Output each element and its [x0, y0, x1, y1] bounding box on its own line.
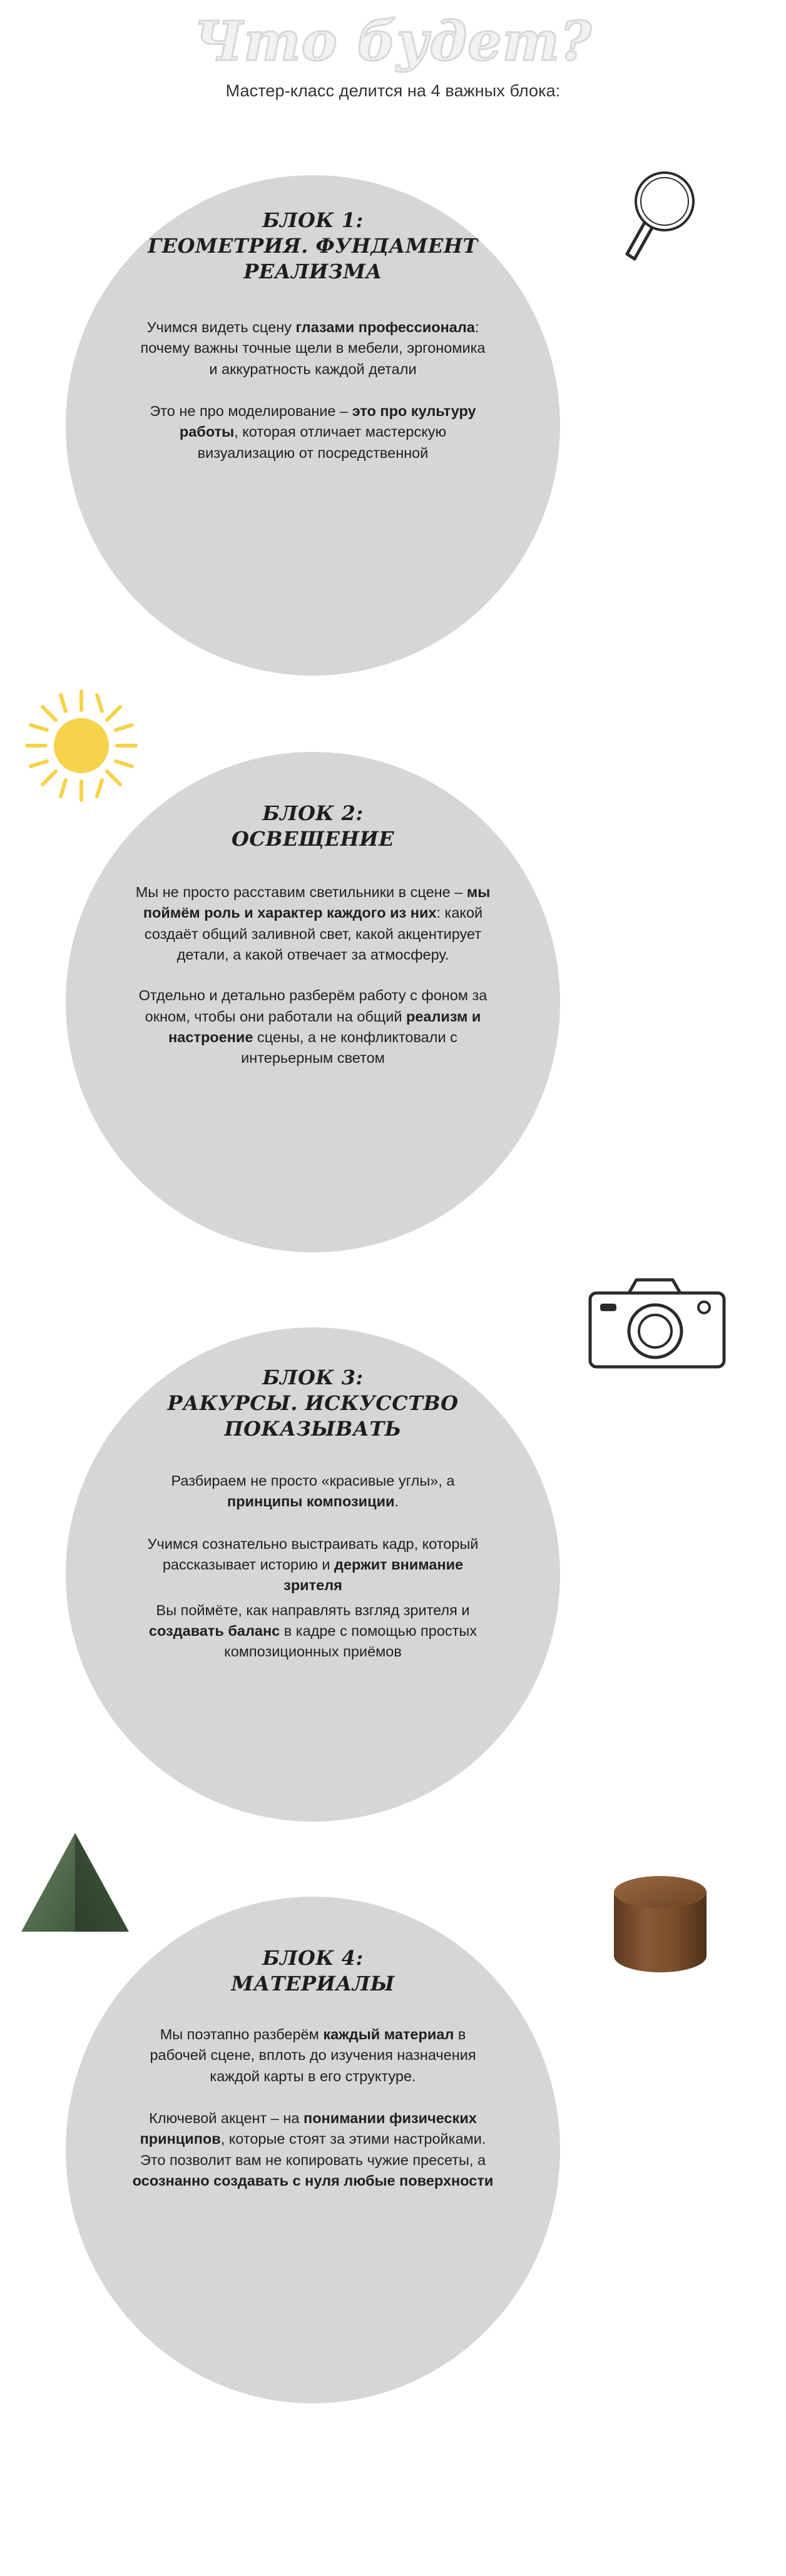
block-1-title-line-2: ГЕОМЕТРИЯ. ФУНДАМЕНТ [148, 233, 478, 258]
cylinder-shape [604, 1869, 717, 1984]
block-3-title [168, 1365, 459, 1442]
block-1-paragraph-1: Учимся видеть сцену глазами профессионала: почему важны точные щели в мебели, эргономика и аккуратность каждой детали [140, 318, 486, 377]
block-3-title-line-2: РАКУРСЫ. ИСКУССТВО [167, 1391, 459, 1415]
content-block-4 [66, 1897, 560, 2403]
pyramid-shape [13, 1828, 138, 1940]
content-block-1 [66, 175, 560, 676]
block-4-paragraph-2: Ключевой акцент – на понимании физических принципов, которые стоят за этими настройками. Это позволит вам не копировать чужие пресеты, а осознанно создавать с нуля любые поверхности [132, 2109, 494, 2189]
block-3-paragraph-1: Разбираем не просто «красивые углы», а принципы композиции. [171, 1472, 455, 1510]
block-4-title-line-2: МАТЕРИАЛЫ [231, 1971, 395, 1995]
block-2-title-line-1: БЛОК 2: [262, 801, 364, 825]
block-3-title-line-3: ПОКАЗЫВАТЬ [224, 1416, 402, 1441]
block-4-title [231, 1945, 394, 1997]
block-4-paragraph-1: Мы поэтапно разберём каждый материал в рабочей сцене, вплоть до изучения назначения каждой карты в его структуре. [150, 2026, 476, 2084]
block-3-paragraph-3: Вы поймёте, как направлять взгляд зрителя и создавать баланс в кадре с помощью простых композиционных приёмов [148, 1601, 477, 1660]
page-subtitle: Мастер-класс делится на 4 важных блока: [225, 81, 561, 101]
content-block-2 [66, 752, 560, 1252]
page-title: Что будет? [193, 10, 593, 73]
sun-icon [22, 686, 141, 808]
block-2-title-line-2: ОСВЕЩЕНИЕ [232, 826, 394, 851]
block-1-paragraph-2: Это не про моделирование – это про культуру работы, которая отличает мастерскую визуализацию от посредственной [150, 402, 476, 461]
magnifier-icon [620, 163, 713, 272]
block-1-title [148, 208, 478, 285]
block-3-title-line-1: БЛОК 3: [262, 1366, 364, 1389]
block-1-title-line-3: РЕАЛИЗМА [243, 259, 382, 283]
camera-icon [585, 1271, 729, 1377]
block-2-title [232, 801, 394, 852]
block-3-paragraph-2: Учимся сознательно выстраивать кадр, который рассказывает историю и держит внимание зрителя [147, 1535, 479, 1594]
block-2-paragraph-2: Отдельно и детально разберём работу с фоном за окном, чтобы они работали на общий реализм и настроение сцены, а не конфликтовали с интерьерным светом [138, 987, 487, 1067]
block-2-paragraph-1: Мы не просто расставим светильники в сцене – мы поймём роль и характер каждого из них: какой создаёт общий заливной свет, какой акцентирует детали, а какой отвечает за атмосферу. [135, 883, 491, 963]
block-4-title-line-1: БЛОК 4: [262, 1946, 364, 1970]
content-block-3 [66, 1327, 560, 1822]
block-1-title-line-1: БЛОК 1: [262, 208, 364, 232]
